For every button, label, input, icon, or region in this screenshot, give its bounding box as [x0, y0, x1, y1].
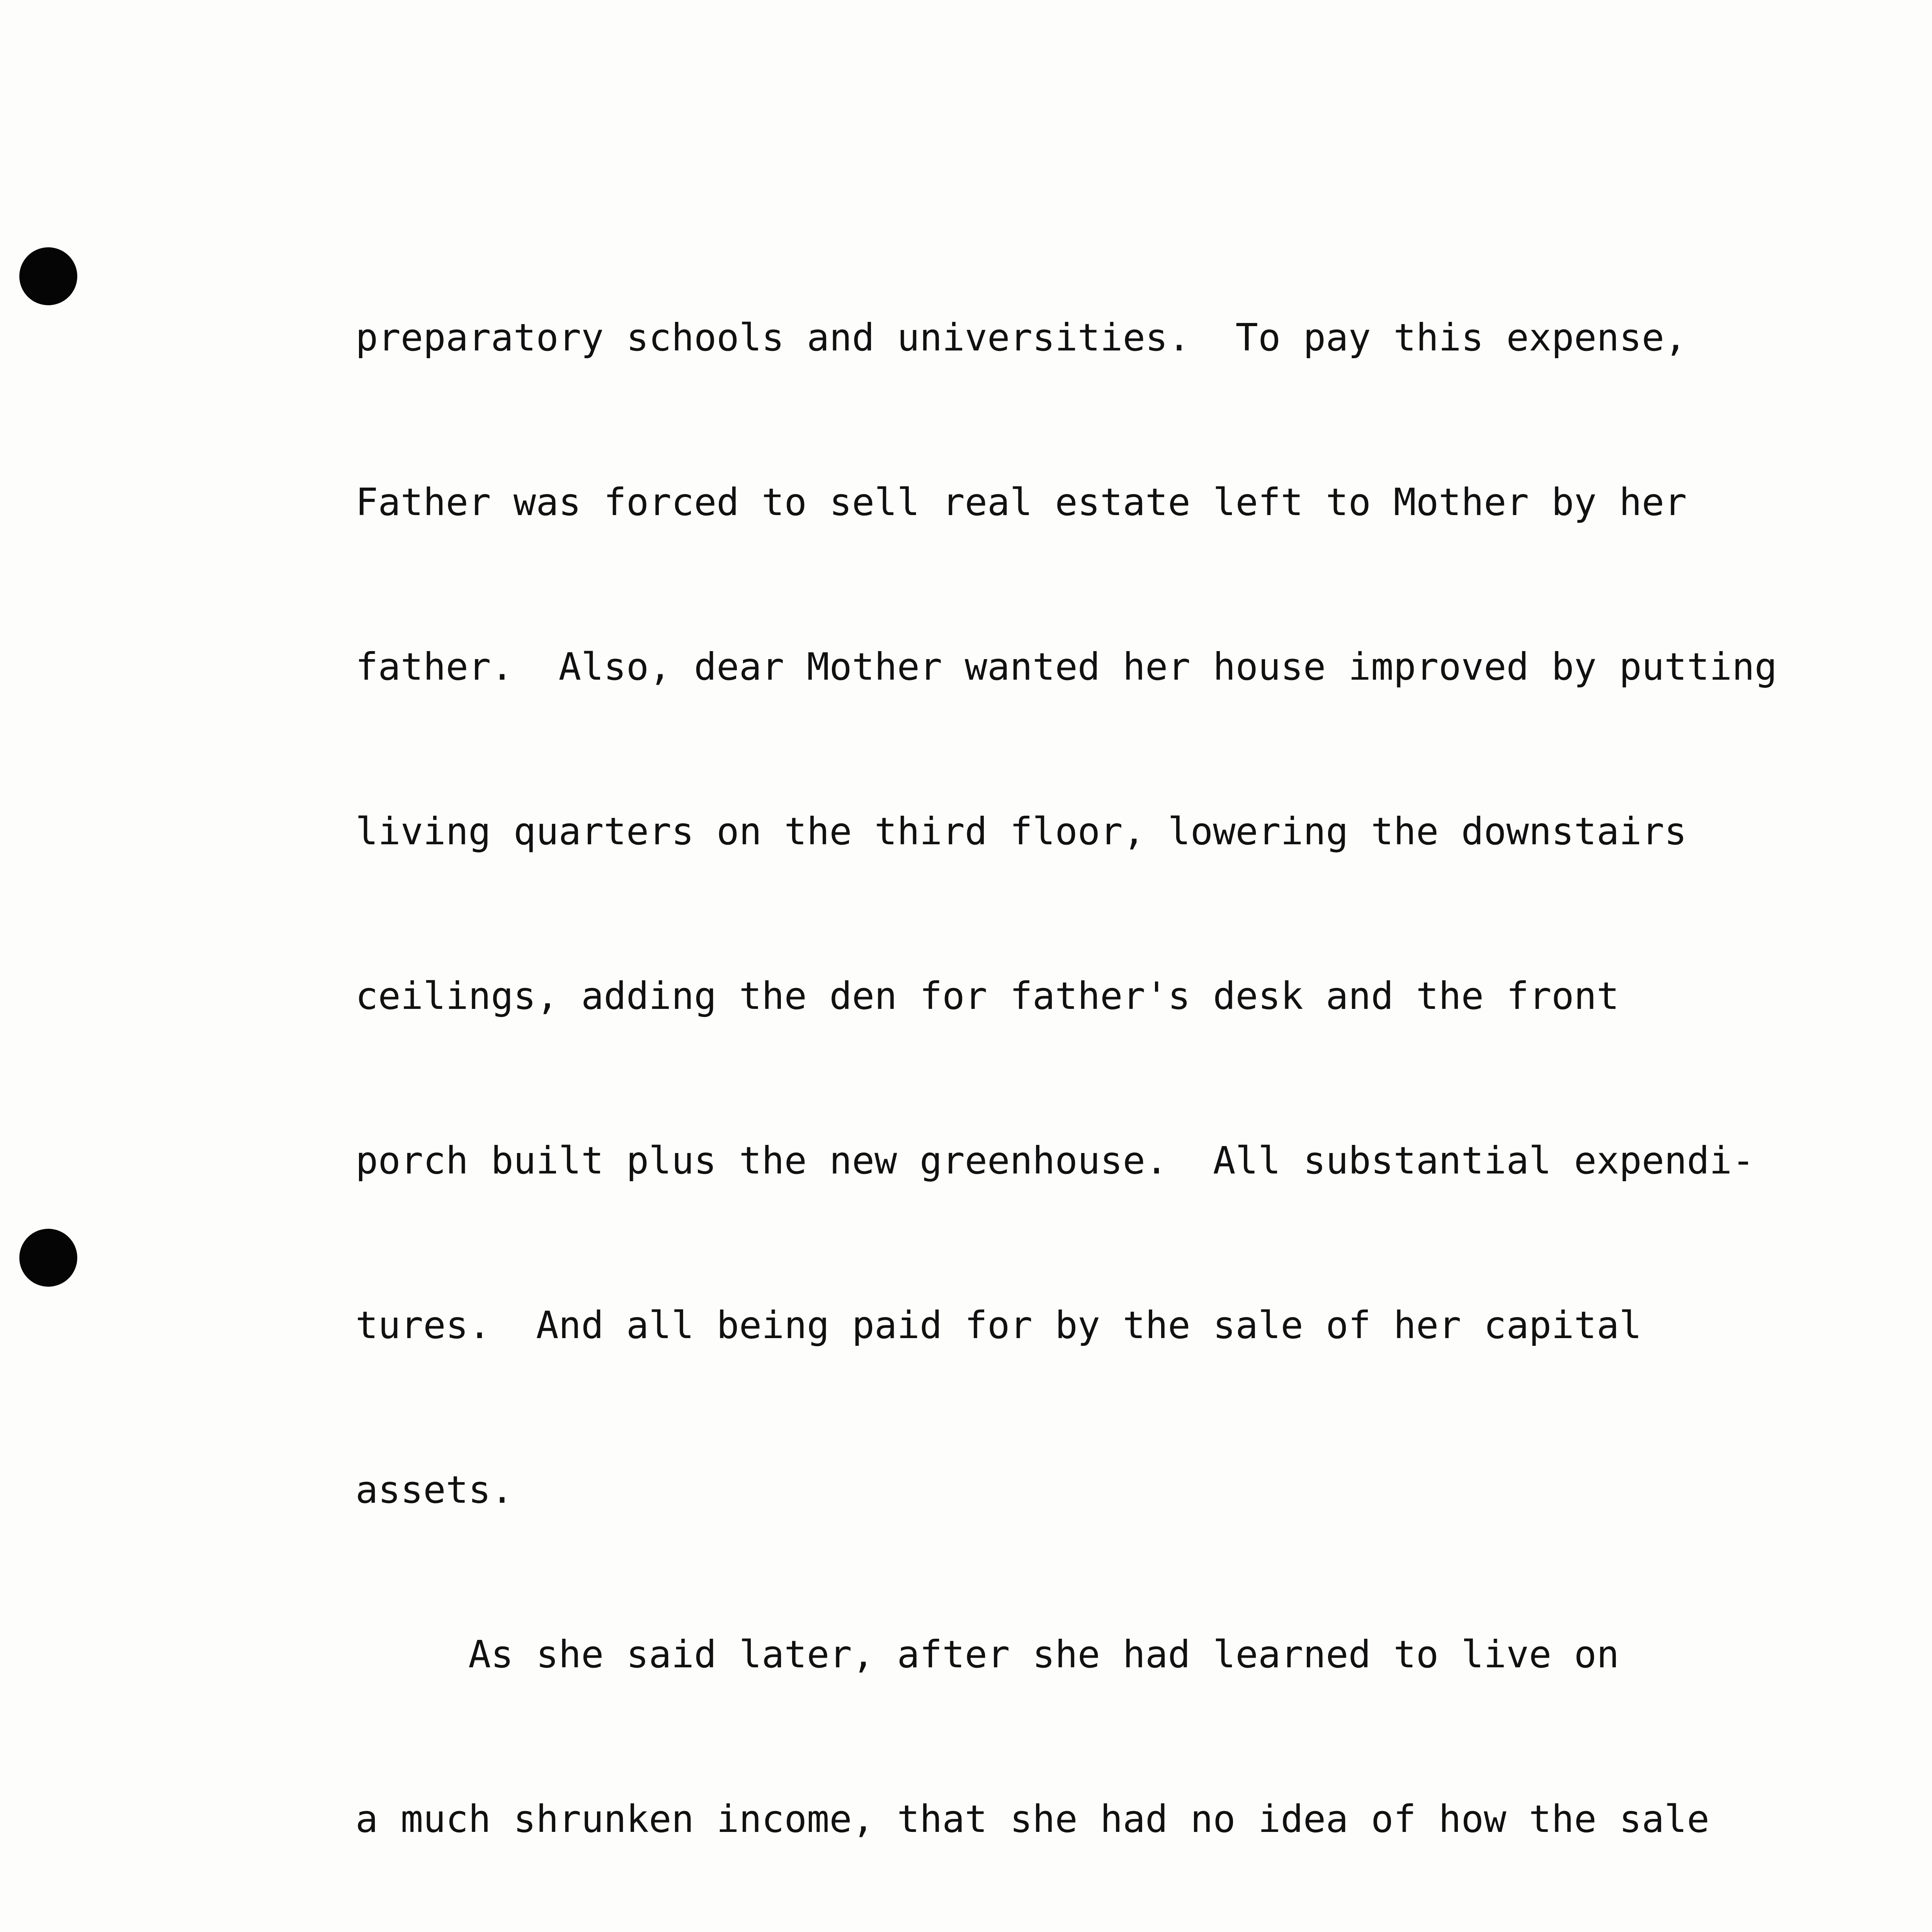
body-text — [355, 212, 1862, 1932]
text-line: porch built plus the new greenhouse. All substantial expendi- — [355, 1139, 1755, 1182]
text-line: living quarters on the third floor, lowering the downstairs — [355, 810, 1687, 853]
text-line: a much shrunken income, that she had no idea of how the sale — [355, 1797, 1709, 1841]
punch-hole-middle — [19, 1229, 77, 1287]
punch-hole-top — [19, 247, 77, 305]
text-line: Father was forced to sell real estate left to Mother by her — [355, 480, 1687, 524]
text-line: preparatory schools and universities. To pay this expense, — [355, 316, 1687, 359]
text-line: tures. And all being paid for by the sale of her capital — [355, 1303, 1642, 1347]
text-line: father. Also, dear Mother wanted her house improved by putting — [355, 645, 1777, 689]
text-line: As she said later, after she had learned to live on — [355, 1633, 1619, 1676]
text-line: assets. — [355, 1468, 514, 1512]
text-line: ceilings, adding the den for father's desk and the front — [355, 974, 1619, 1018]
